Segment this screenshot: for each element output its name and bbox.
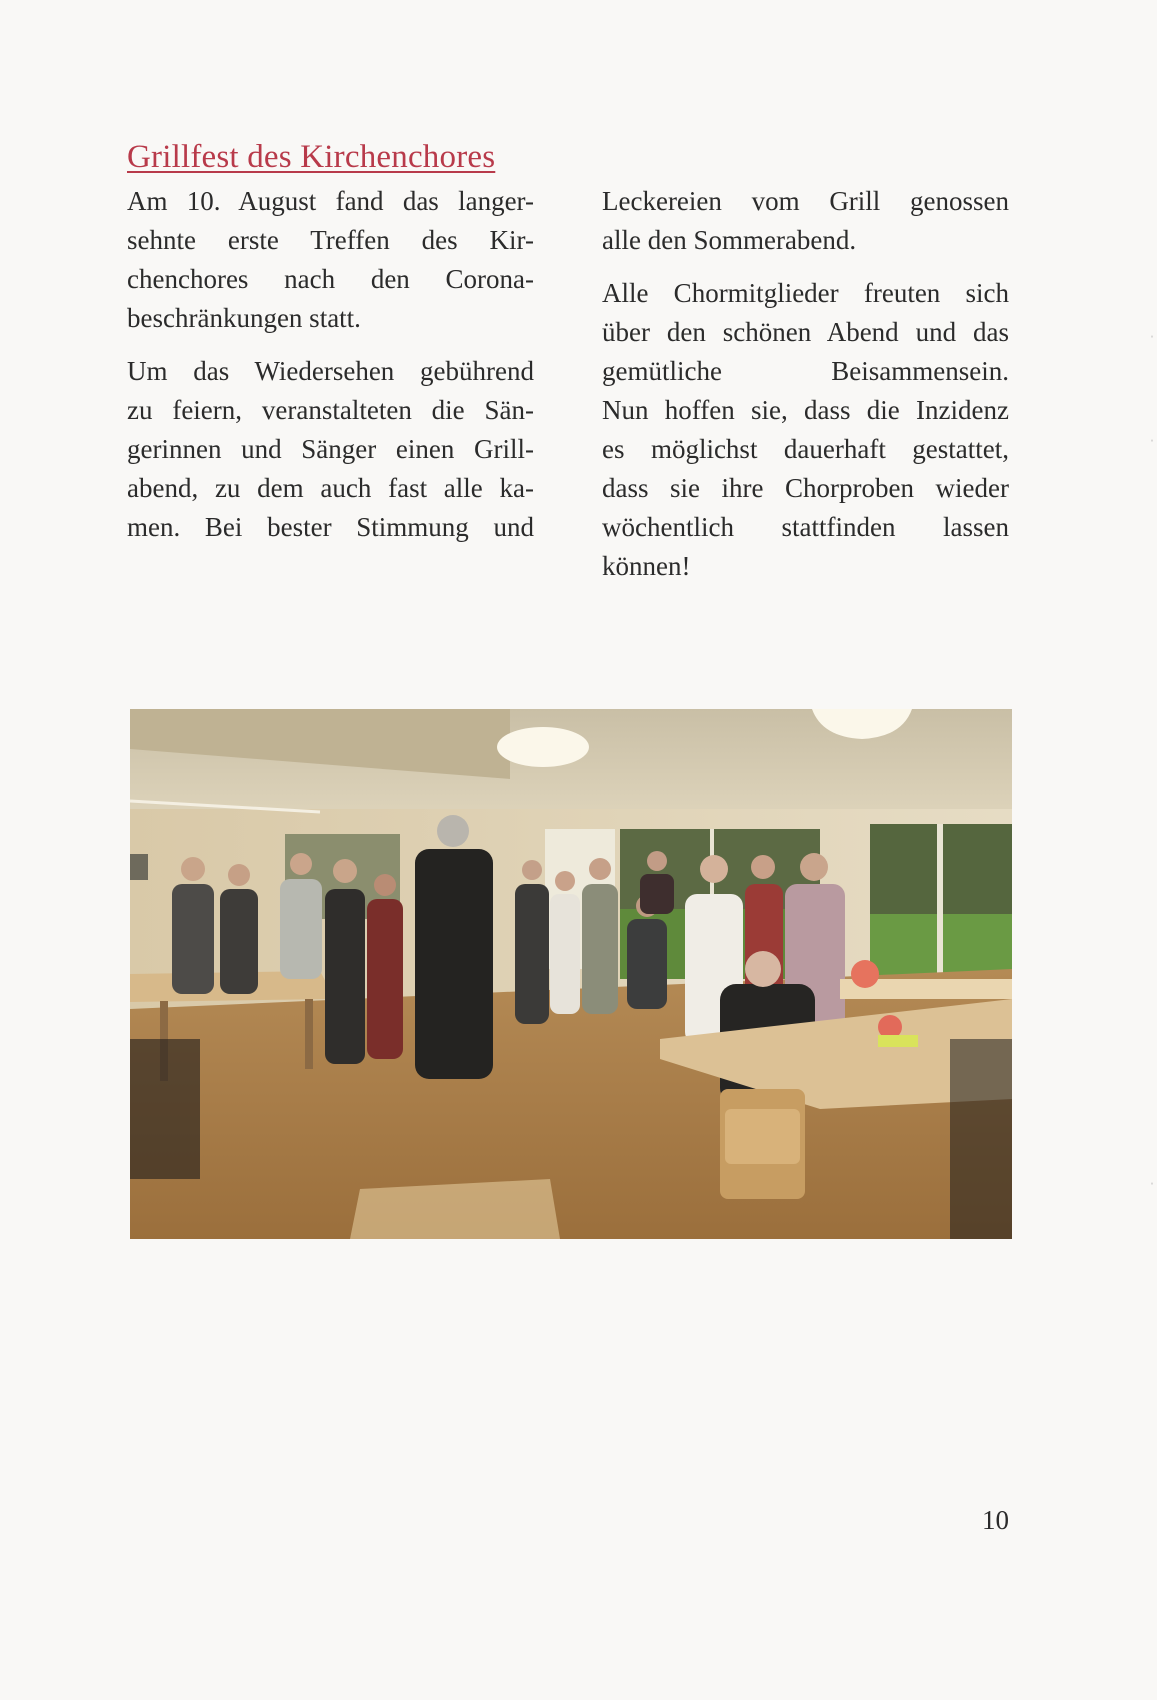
text-line: Alle Chormitglieder freuten sich <box>602 278 1009 308</box>
left-column <box>127 182 534 561</box>
scan-mark: ˈ <box>1150 333 1154 347</box>
page-number: 10 <box>982 1505 1009 1535</box>
text-line: Am 10. August fand das langer- <box>127 186 534 216</box>
paragraph <box>127 352 534 547</box>
photo-illustration <box>130 709 1012 1239</box>
article-title: Grillfest des Kirchenchores <box>127 139 496 175</box>
text-line: beschränkungen statt. <box>127 303 361 333</box>
text-line: Um das Wiedersehen gebührend <box>127 356 534 386</box>
paragraph <box>602 274 1009 586</box>
text-line: dass sie ihre Chorproben wieder <box>602 473 1009 503</box>
text-line: Nun hoffen sie, dass die Inzidenz <box>602 395 1009 425</box>
text-line: wöchentlich stattfinden lassen <box>602 512 1009 542</box>
paragraph <box>127 182 534 338</box>
text-line: gemütliche Beisammensein. <box>602 356 1009 386</box>
right-column <box>602 182 1009 600</box>
text-line: gerinnen und Sänger einen Grill- <box>127 434 534 464</box>
text-line: Leckereien vom Grill genossen <box>602 186 1009 216</box>
text-line: über den schönen Abend und das <box>602 317 1009 347</box>
text-line: zu feiern, veranstalteten die Sän- <box>127 395 534 425</box>
scan-mark: ˈ <box>1150 1180 1154 1194</box>
text-line: abend, zu dem auch fast alle ka- <box>127 473 534 503</box>
paragraph <box>602 182 1009 260</box>
text-line: sehnte erste Treffen des Kir- <box>127 225 534 255</box>
text-line: es möglichst dauerhaft gestattet, <box>602 434 1009 464</box>
text-line: chenchores nach den Corona- <box>127 264 534 294</box>
text-line: alle den Sommerabend. <box>602 225 857 255</box>
text-line: können! <box>602 551 691 581</box>
choir-gathering-photo <box>130 709 1012 1239</box>
scan-mark: ˈ <box>1150 437 1154 451</box>
text-line: men. Bei bester Stimmung und <box>127 512 534 542</box>
